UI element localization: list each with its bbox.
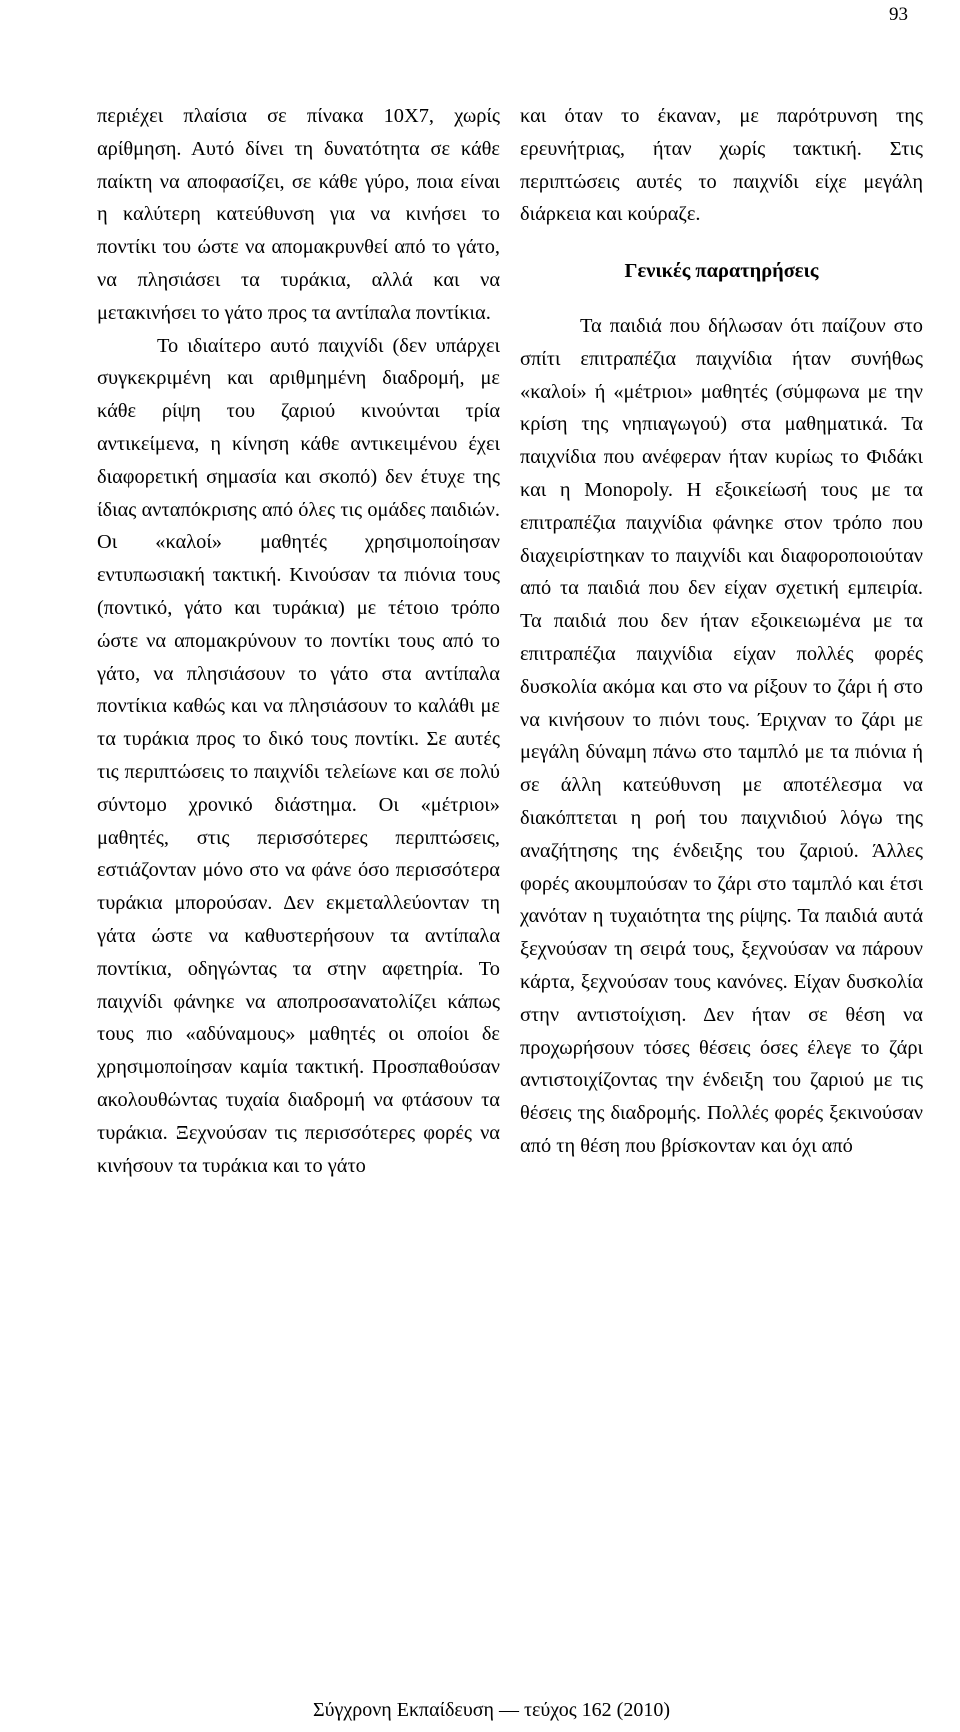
paragraph: και όταν το έκαναν, με παρότρυνση της ερευνήτριας, ήταν χωρίς τακτική. Στις περιπτώσεις αυτές το παιχνίδι είχε μεγάλη διάρκεια και κούραζε. (520, 105, 923, 226)
section-heading: Γενικές παρατηρήσεις (624, 260, 819, 283)
right-column (520, 100, 923, 1163)
journal-footer: Σύγχρονη Εκπαίδευση — τεύχος 162 (2010) (313, 1699, 670, 1721)
paragraph: περιέχει πλαίσια σε πίνακα 10Χ7, χωρίς αρίθμηση. Αυτό δίνει τη δυνατότητα σε κάθε παίκτη να αποφασίζει, σε κάθε γύρο, ποια είναι η καλύτερη κατεύθυνση για να κινήσει το ποντίκι του ώστε να απομακρυνθεί από το γάτο, να πλησιάσει τα τυράκια, αλλά και να μετακινήσει το γάτο προς τα αντίπαλα ποντίκια. (97, 105, 500, 324)
paragraph: Τα παιδιά που δήλωσαν ότι παίζουν στο σπίτι επιτραπέζια παιχνίδια ήταν συνήθως «καλοί» ή «μέτριοι» μαθητές (σύμφωνα με την κρίση της νηπιαγωγού) στα μαθηματικά. Τα παιχνίδια που ανέφεραν ήταν κυρίως το Φιδάκι και η Monopoly. Η εξοικείωσή τους με τα επιτραπέζια παιχνίδια φάνηκε στον τρόπο που διαχειρίστηκαν το παιχνίδι και διαφοροποιούταν από τα παιδιά που δεν είχαν σχετική εμπειρία. Τα παιδιά που δεν ήταν εξοικειωμένα με τα επιτραπέζια παιχνίδια είχαν πολλές φορές δυσκολία ακόμα και στο να ρίξουν το ζάρι ή στο να κινήσουν το πιόνι τους. Έριχναν το ζάρι με μεγάλη δύναμη πάνω στο ταμπλό με τα πιόνια ή σε άλλη κατεύθυνση με αποτέλεσμα να διακόπτεται η ροή του παιχνιδιού λόγω της αναζήτησης της ένδειξης του ζαριού. Άλλες φορές ακουμπούσαν το ζάρι στο ταμπλό και έτσι χανόταν η τυχαιότητα της ρίψης. Τα παιδιά αυτά ξεχνούσαν τη σειρά τους, ξεχνούσαν να πάρουν κάρτα, ξεχνούσαν τους κανόνες. Είχαν δυσκολία στην αντιστοίχιση. Δεν ήταν σε θέση να προχωρήσουν τόσες θέσεις όσες έλεγε το ζάρι αντιστοιχίζοντας την ένδειξη του ζαριού με τις θέσεις της διαδρομής. Πολλές φορές ξεκινούσαν από τη θέση που βρίσκονταν και όχι από (520, 314, 923, 1157)
left-column (97, 100, 500, 1182)
page-number: 93 (889, 4, 908, 25)
paragraph: Το ιδιαίτερο αυτό παιχνίδι (δεν υπάρχει συγκεκριμένη και αριθμημένη διαδρομή, με κάθε ρίψη του ζαριού κινούνται τρία αντικείμενα, η κίνηση κάθε αντικειμένου έχει διαφορετική σημασία και σκοπό) δεν έτυχε της ίδιας ανταπόκρισης από όλες τις ομάδες παιδιών. Οι «καλοί» μαθητές χρησιμοποίησαν εντυπωσιακή τακτική. Κινούσαν τα πιόνια τους (ποντικό, γάτο και τυράκια) με τέτοιο τρόπο ώστε να απομακρύνουν το ποντίκι τους από το γάτο, να πλησιάσουν το γάτο στα αντίπαλα ποντίκια καθώς και να πλησιάσουν το καλάθι με τα τυράκια προς το δικό τους ποντίκι. Σε αυτές τις περιπτώσεις το παιχνίδι τελείωνε και σε πολύ σύντομο χρονικό διάστημα. Οι «μέτριοι» μαθητές, στις περισσότερες περιπτώσεις, εστιάζονταν μόνο στο να φάνε όσο περισσότερα τυράκια μπορούσαν. Δεν εκμεταλλεύονταν τη γάτα ώστε να καθυστερήσουν τα αντίπαλα ποντίκια, οδηγώντας τα στην αφετηρία. Το παιχνίδι φάνηκε να αποπροσανατολίζει κάπως τους πιο «αδύναμους» μαθητές οι οποίοι δε χρησιμοποίησαν καμία τακτική. Προσπαθούσαν ακολουθώντας τυχαία διαδρομή να φτάσουν τα τυράκια. Ξεχνούσαν τις περισσότερες φορές να κινήσουν τα τυράκια και το γάτο (97, 334, 500, 1177)
